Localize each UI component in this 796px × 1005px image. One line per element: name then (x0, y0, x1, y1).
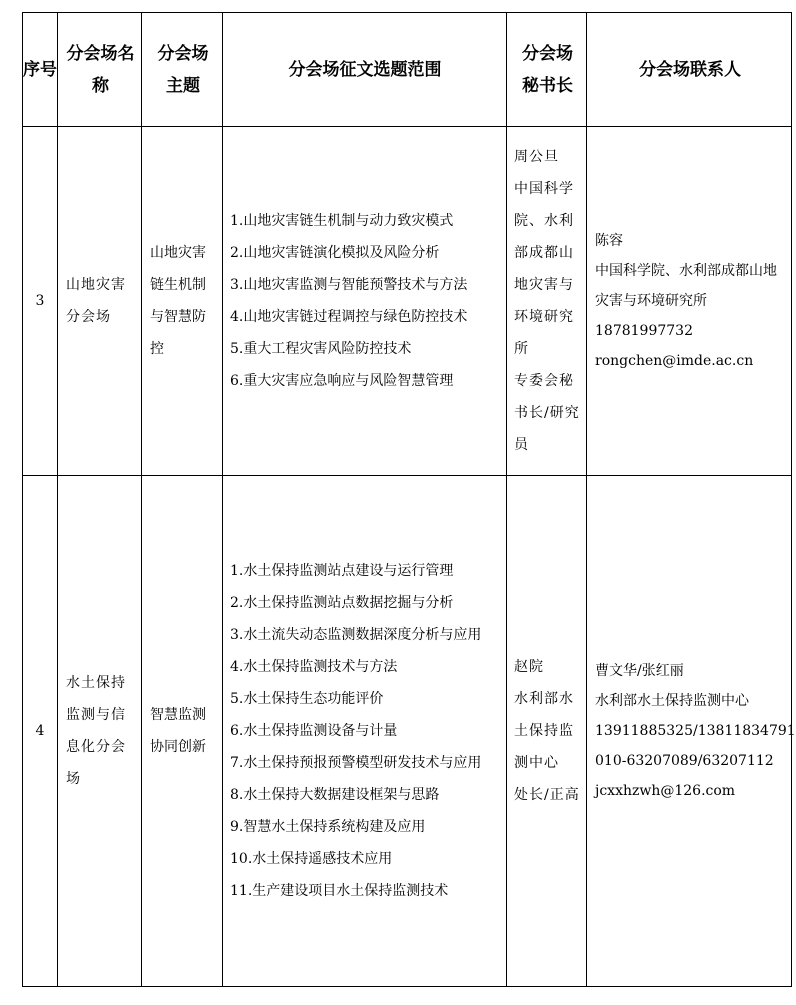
table-row (23, 476, 792, 987)
venue-theme-line: 智慧监测 (150, 707, 206, 723)
topic-item: 3.水土流失动态监测数据深度分析与应用 (230, 627, 482, 643)
header-secretary: 分会场秘书长 (507, 13, 587, 127)
header-topics: 分会场征文选题范围 (223, 13, 507, 127)
header-venue-theme: 分会场主题 (142, 13, 223, 127)
venue-table (22, 12, 796, 987)
topics-cell (223, 476, 507, 987)
topic-item: 10.水土保持遥感技术应用 (230, 851, 393, 867)
header-seq: 序号 (23, 13, 58, 127)
contact-cell (587, 476, 796, 987)
secretary-name: 周公旦 (514, 149, 559, 165)
venue-name-cell: 水土保持监测与信息化分会场 (58, 476, 142, 987)
contact-name: 陈容 (595, 233, 623, 249)
secretary-cell (507, 127, 587, 476)
topic-item: 6.重大灾害应急响应与风险智慧管理 (230, 373, 454, 389)
topic-item: 1.水土保持监测站点建设与运行管理 (230, 563, 454, 579)
secretary-title: 专委会秘书长/研究员 (514, 373, 580, 453)
venue-theme-cell: 山地灾害链生机制与智慧防控 (142, 127, 223, 476)
topic-item: 9.智慧水土保持系统构建及应用 (230, 819, 426, 835)
secretary-org: 水利部水土保持监测中心 (514, 691, 574, 771)
contact-phone: 18781997732 (595, 323, 693, 339)
contact-org: 中国科学院、水利部成都山地灾害与环境研究所 (595, 263, 777, 309)
topic-item: 1.山地灾害链生机制与动力致灾模式 (230, 213, 454, 229)
topic-item: 2.山地灾害链演化模拟及风险分析 (230, 245, 440, 261)
secretary-name: 赵院 (514, 659, 544, 675)
table-row (23, 127, 792, 476)
contact-cell (587, 127, 792, 476)
header-contact: 分会场联系人 (587, 13, 792, 127)
topic-item: 3.山地灾害监测与智能预警技术与方法 (230, 277, 468, 293)
secretary-title: 处长/正高 (514, 787, 580, 803)
contact-email: jcxxhzwh@126.com (595, 783, 736, 799)
topic-item: 4.山地灾害链过程调控与绿色防控技术 (230, 309, 468, 325)
header-venue-name: 分会场名称 (58, 13, 142, 127)
contact-phone: 13911885325/13811834791 (595, 723, 796, 739)
contact-email: rongchen@imde.ac.cn (595, 353, 754, 369)
venue-theme-line: 协同创新 (150, 739, 206, 755)
topic-item: 8.水土保持大数据建设框架与思路 (230, 787, 440, 803)
topic-item: 2.水土保持监测站点数据挖掘与分析 (230, 595, 454, 611)
header-row (23, 13, 792, 127)
contact-org: 水利部水土保持监测中心 (595, 693, 749, 709)
topic-item: 11.生产建设项目水土保持监测技术 (230, 883, 449, 899)
venue-name-cell: 山地灾害分会场 (58, 127, 142, 476)
topic-item: 7.水土保持预报预警模型研发技术与应用 (230, 755, 482, 771)
topic-item: 5.重大工程灾害风险防控技术 (230, 341, 412, 357)
secretary-org: 中国科学院、水利部成都山地灾害与环境研究所 (514, 181, 574, 357)
topic-item: 6.水土保持监测设备与计量 (230, 723, 398, 739)
seq-cell: 3 (23, 127, 58, 476)
seq-cell: 4 (23, 476, 58, 987)
secretary-cell (507, 476, 587, 987)
topic-item: 5.水土保持生态功能评价 (230, 691, 384, 707)
contact-phone-landline: 010-63207089/63207112 (595, 753, 774, 769)
topic-item: 4.水土保持监测技术与方法 (230, 659, 398, 675)
topics-cell (223, 127, 507, 476)
contact-name: 曹文华/张红丽 (595, 663, 684, 679)
venue-theme-cell (142, 476, 223, 987)
